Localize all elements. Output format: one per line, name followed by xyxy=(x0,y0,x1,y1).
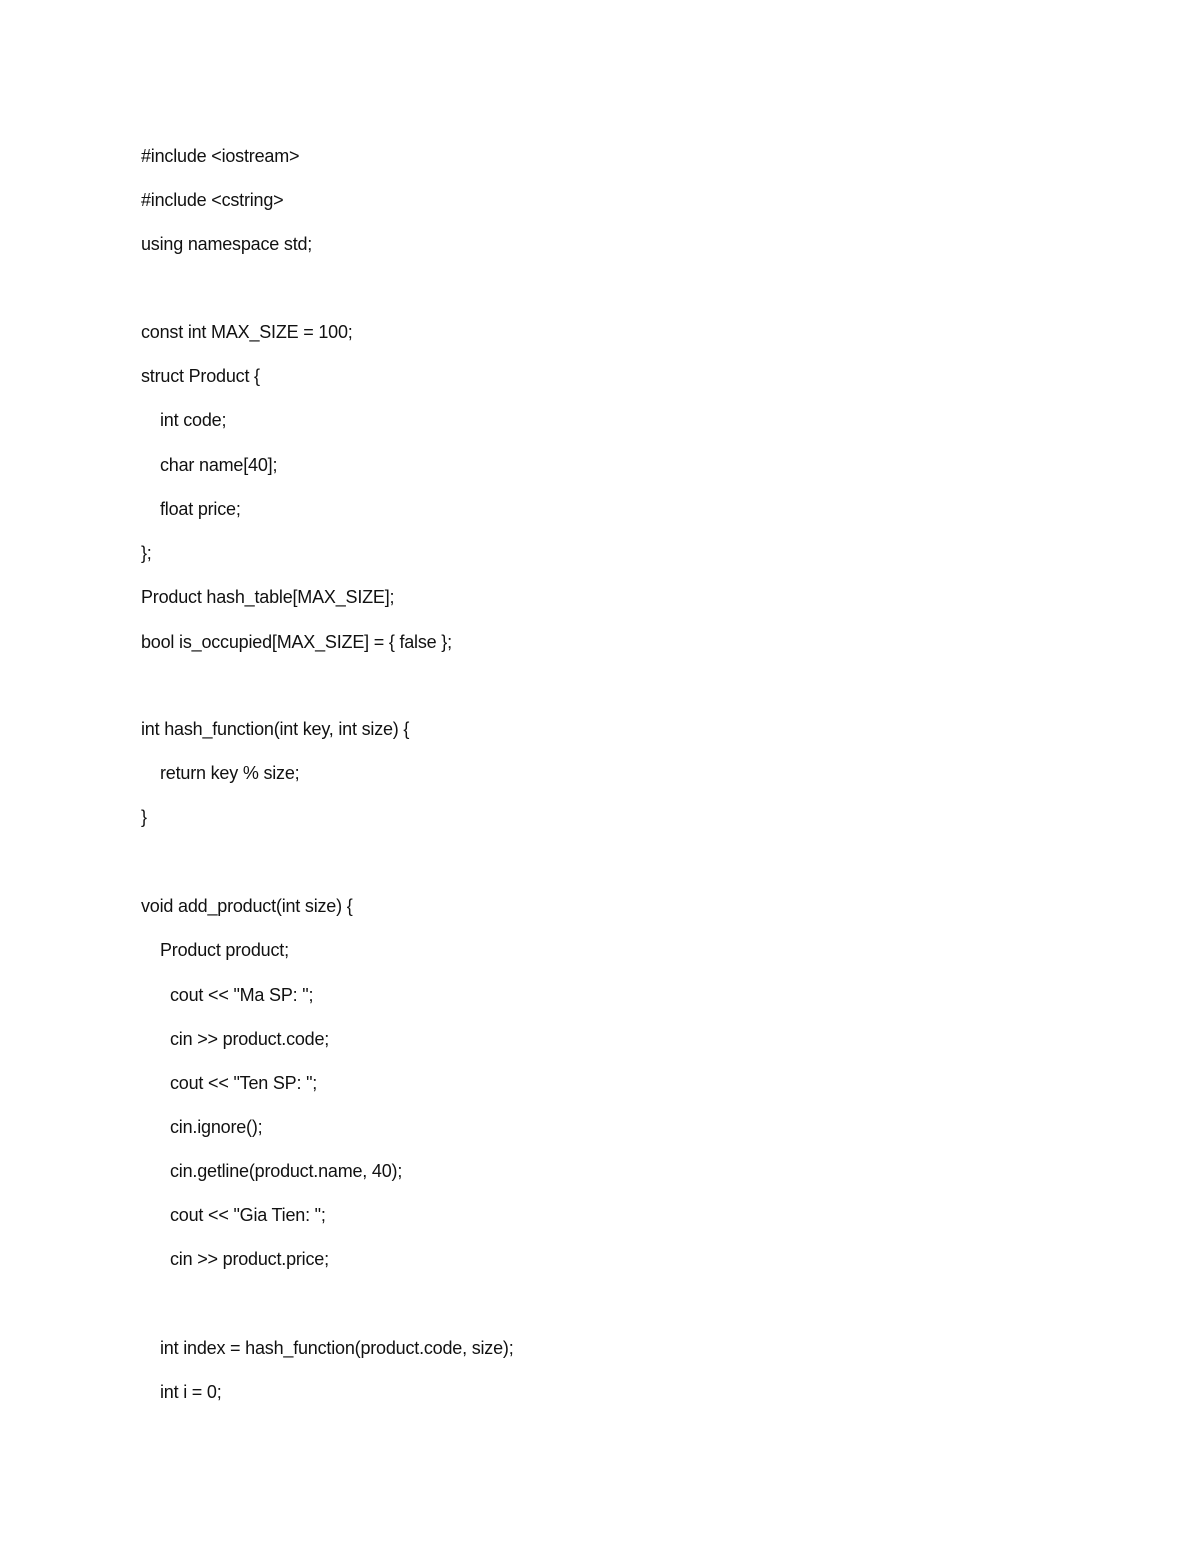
code-line-field-code: int code; xyxy=(160,410,227,430)
code-line-struct-close: }; xyxy=(141,543,152,563)
code-line-const-max-size: const int MAX_SIZE = 100; xyxy=(141,322,353,342)
code-line-struct-product: struct Product { xyxy=(141,366,260,386)
code-line-product-var: Product product; xyxy=(160,940,289,960)
code-line-cin-code: cin >> product.code; xyxy=(170,1029,330,1049)
code-line-hash-function-decl: int hash_function(int key, int size) { xyxy=(141,719,410,739)
code-line-int-i: int i = 0; xyxy=(160,1382,222,1402)
code-line-cout-gia-tien: cout << "Gia Tien: "; xyxy=(170,1205,326,1225)
code-line-return-key: return key % size; xyxy=(160,763,300,783)
code-line-hash-table: Product hash_table[MAX_SIZE]; xyxy=(141,587,395,607)
code-line-include-iostream: #include <iostream> xyxy=(141,146,300,166)
code-line-hash-function-close: } xyxy=(141,807,147,827)
code-line-int-index: int index = hash_function(product.code, size); xyxy=(160,1338,514,1358)
code-line-is-occupied: bool is_occupied[MAX_SIZE] = { false }; xyxy=(141,632,452,652)
code-line-cout-ten-sp: cout << "Ten SP: "; xyxy=(170,1073,318,1093)
code-line-include-cstring: #include <cstring> xyxy=(141,190,284,210)
code-line-cin-getline: cin.getline(product.name, 40); xyxy=(170,1161,403,1181)
code-line-field-price: float price; xyxy=(160,499,241,519)
code-line-cout-ma-sp: cout << "Ma SP: "; xyxy=(170,985,314,1005)
code-line-cin-ignore: cin.ignore(); xyxy=(170,1117,263,1137)
code-line-using-namespace: using namespace std; xyxy=(141,234,313,254)
code-line-add-product-decl: void add_product(int size) { xyxy=(141,896,353,916)
code-line-field-name: char name[40]; xyxy=(160,455,278,475)
code-line-cin-price: cin >> product.price; xyxy=(170,1249,329,1269)
